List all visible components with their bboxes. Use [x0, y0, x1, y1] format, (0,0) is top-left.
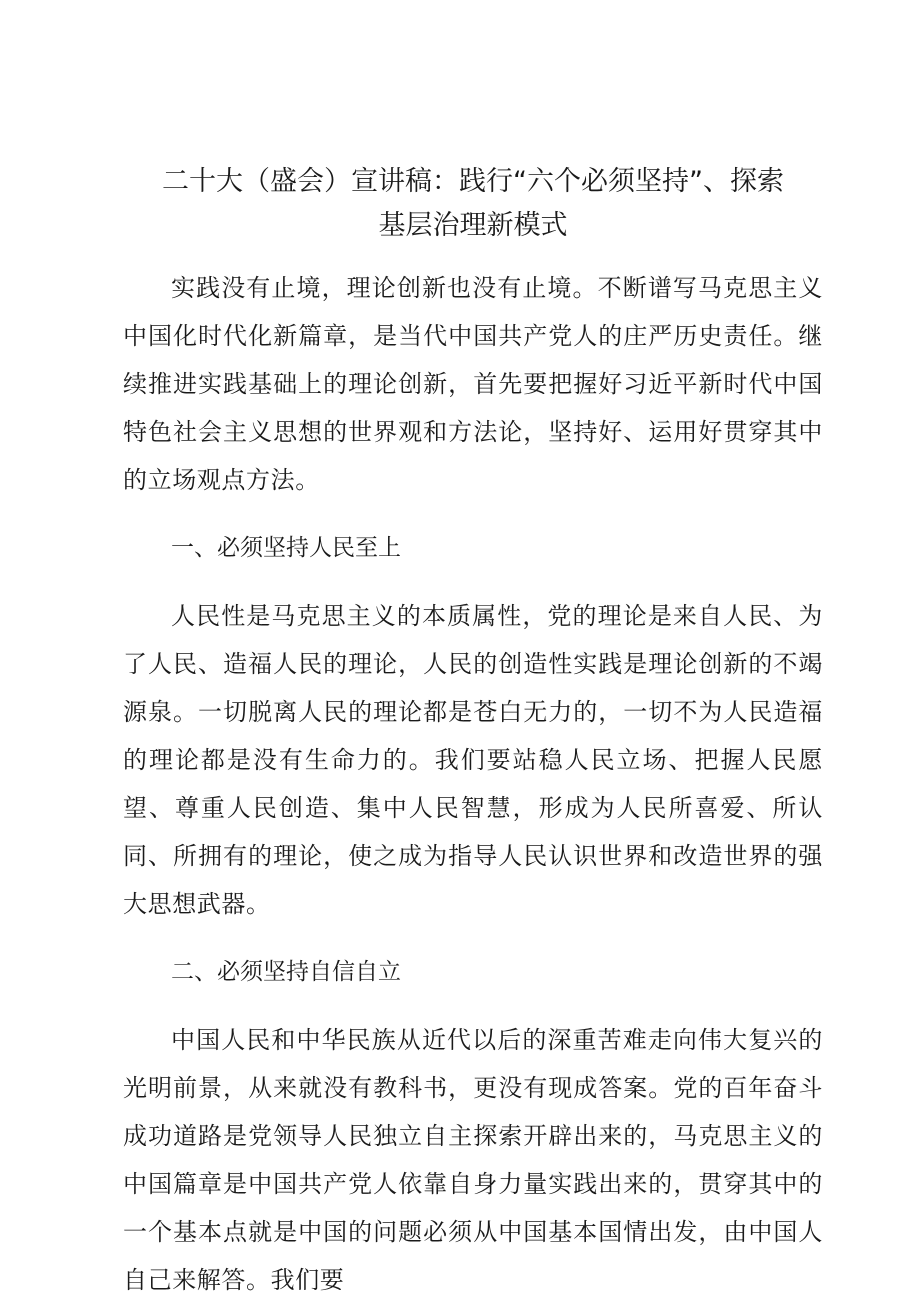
title-line-2: 基层治理新模式	[378, 210, 568, 241]
section-heading-1: 一、必须坚持人民至上	[171, 535, 401, 561]
document-title	[123, 160, 823, 248]
section-heading-2: 二、必须坚持自信自立	[171, 959, 401, 985]
section-body-2: 中国人民和中华民族从近代以后的深重苦难走向伟大复兴的光明前景，从来就没有教科书，更没有现成答案。党的百年奋斗成功道路是党领导人民独立自主探索开辟出来的，马克思主义的中国篇章是中国共产党人依靠自身力量实践出来的，贯穿其中的一个基本点就是中国的问题必须从中国基本国情出发，由中国人自己来解答。我们要	[123, 1026, 823, 1294]
title-line-1: 二十大（盛会）宣讲稿：践行“六个必须坚持”、探索	[162, 166, 784, 197]
intro-paragraph: 实践没有止境，理论创新也没有止境。不断谱写马克思主义中国化时代化新篇章，是当代中国共产党人的庄严历史责任。继续推进实践基础上的理论创新，首先要把握好习近平新时代中国特色社会主义思想的世界观和方法论，坚持好、运用好贯穿其中的立场观点方法。	[123, 274, 823, 494]
section-body-1: 人民性是马克思主义的本质属性，党的理论是来自人民、为了人民、造福人民的理论，人民的创造性实践是理论创新的不竭源泉。一切脱离人民的理论都是苍白无力的，一切不为人民造福的理论都是没有生命力的。我们要站稳人民立场、把握人民愿望、尊重人民创造、集中人民智慧，形成为人民所喜爱、所认同、所拥有的理论，使之成为指导人民认识世界和改造世界的强大思想武器。	[123, 602, 823, 918]
document-page	[123, 160, 823, 1304]
